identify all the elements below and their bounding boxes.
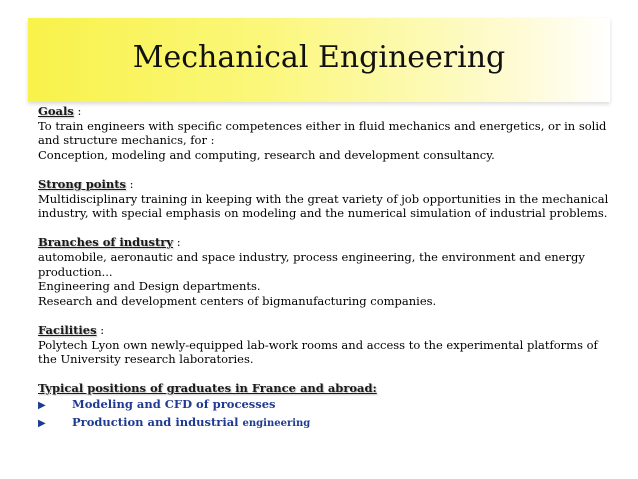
bullet-item: ▶ Production and industrial engineering — [38, 414, 628, 432]
section-branches: Branches of industry : automobile, aeronautic and space industry, process engineering, the environment and energy production... Engineering and Design departments. Research and development centers of bigmanufacturing companies. — [38, 235, 628, 308]
body-line: production... — [38, 264, 113, 279]
body-line: and structure mechanics, for : — [38, 133, 215, 148]
section-goals: Goals : To train engineers with specific competences either in fluid mechanics and energetics, or in solid and structure mechanics, for : Conception, modeling and computing, research and development consultancy. — [38, 104, 628, 162]
section-heading: Goals — [38, 104, 74, 118]
page-title: Mechanical Engineering — [132, 40, 506, 75]
section-heading: Facilities — [38, 322, 97, 337]
section-heading: Typical positions of graduates in France and abroad: — [38, 381, 377, 396]
section-facilities: Facilities : Polytech Lyon own newly-equipped lab-work rooms and access to the experimental platforms of the University research laboratories. — [38, 323, 628, 367]
body-line: Engineering and Design departments. — [38, 279, 261, 294]
slide-body — [38, 104, 628, 446]
body-line: automobile, aeronautic and space industry, process engineering, the environment and energy — [38, 249, 585, 264]
body-line: Polytech Lyon own newly-equipped lab-work rooms and access to the experimental platforms of — [38, 337, 598, 352]
triangle-right-icon: ▶ — [38, 417, 46, 429]
bullet-item: ▶ Modeling and CFD of processes — [38, 396, 628, 414]
body-line: Research and development centers of bigmanufacturing companies. — [38, 293, 437, 308]
body-line: the University research laboratories. — [38, 352, 254, 367]
body-line: Multidisciplinary training in keeping with the great variety of job opportunities in the mechanical — [38, 191, 609, 206]
section-strong-points: Strong points : Multidisciplinary training in keeping with the great variety of job opportunities in the mechanical industry, with special emphasis on modeling and the numerical simulation of industrial problems. — [38, 177, 628, 221]
body-line: Conception, modeling and computing, research and development consultancy. — [38, 147, 495, 162]
triangle-right-icon: ▶ — [38, 399, 46, 411]
body-line: To train engineers with specific competences either in fluid mechanics and energetics, or in solid — [38, 118, 607, 133]
section-heading: Strong points — [38, 176, 126, 191]
section-heading: Branches of industry — [38, 235, 174, 250]
section-positions — [38, 381, 628, 432]
body-line: industry, with special emphasis on modeling and the numerical simulation of industrial problems. — [38, 206, 608, 221]
